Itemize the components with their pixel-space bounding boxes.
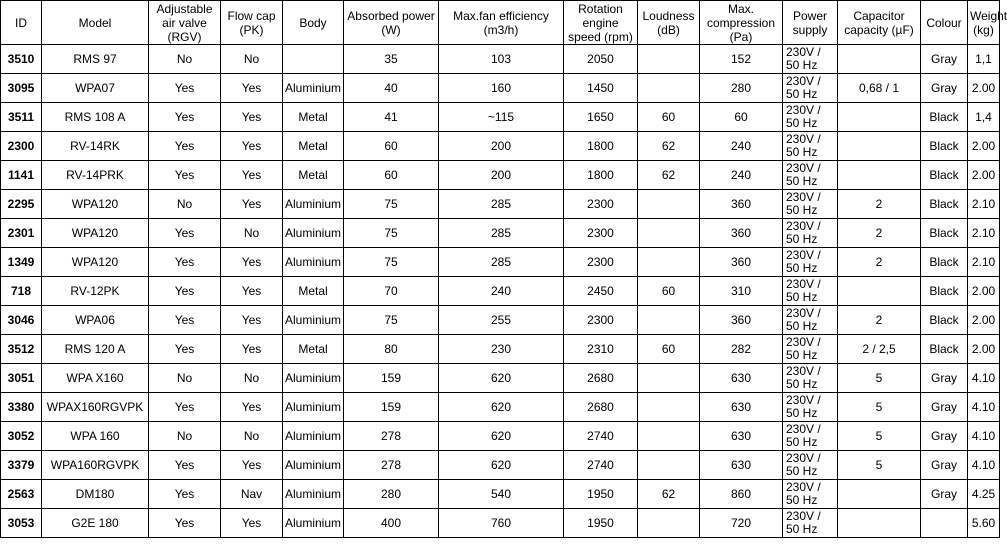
cell-flow-cap: Yes [221,393,283,422]
cell-body: Aluminium [283,248,344,277]
cell-loudness: 60 [638,335,700,364]
cell-weight: 1,1 [968,45,1000,74]
cell-id: 2301 [1,219,42,248]
cell-max-compression: 630 [700,451,783,480]
cell-loudness: 62 [638,161,700,190]
cell-rotation-engine-speed: 2680 [564,364,638,393]
cell-flow-cap: No [221,422,283,451]
table-row [1,103,1000,132]
cell-rotation-engine-speed: 2300 [564,190,638,219]
cell-capacitor-capacity: 0,68 / 1 [838,74,921,103]
cell-capacitor-capacity [838,132,921,161]
cell-flow-cap: Yes [221,190,283,219]
cell-weight: 4.10 [968,364,1000,393]
cell-weight: 2.00 [968,161,1000,190]
cell-weight: 2.00 [968,277,1000,306]
cell-flow-cap: Yes [221,451,283,480]
cell-capacitor-capacity: 5 [838,364,921,393]
cell-max-fan-efficiency: 285 [439,219,564,248]
table-row [1,190,1000,219]
cell-power-supply: 230V / 50 Hz [783,306,838,335]
cell-adjustable-air-valve: Yes [149,248,221,277]
cell-loudness [638,190,700,219]
cell-rotation-engine-speed: 2300 [564,306,638,335]
cell-flow-cap: Yes [221,161,283,190]
cell-max-compression: 360 [700,219,783,248]
cell-max-compression: 720 [700,509,783,538]
cell-capacitor-capacity [838,509,921,538]
cell-colour: Gray [921,393,968,422]
cell-id: 1141 [1,161,42,190]
cell-absorbed-power: 60 [344,132,439,161]
table-row [1,335,1000,364]
column-header-body: Body [283,1,344,45]
cell-rotation-engine-speed: 1950 [564,480,638,509]
cell-model: RV-14PRK [42,161,149,190]
cell-loudness [638,422,700,451]
cell-loudness [638,74,700,103]
cell-colour: Black [921,190,968,219]
cell-body: Metal [283,103,344,132]
cell-colour: Black [921,219,968,248]
cell-adjustable-air-valve: Yes [149,306,221,335]
cell-colour: Black [921,335,968,364]
cell-model: DM180 [42,480,149,509]
cell-adjustable-air-valve: Yes [149,335,221,364]
cell-flow-cap: Yes [221,277,283,306]
cell-id: 2295 [1,190,42,219]
cell-max-compression: 630 [700,364,783,393]
column-header-max-fan-efficiency: Max.fan efficiency (m3/h) [439,1,564,45]
cell-adjustable-air-valve: Yes [149,161,221,190]
cell-capacitor-capacity [838,45,921,74]
table-row [1,480,1000,509]
cell-power-supply: 230V / 50 Hz [783,161,838,190]
cell-id: 3512 [1,335,42,364]
cell-id: 3095 [1,74,42,103]
cell-body: Aluminium [283,190,344,219]
cell-power-supply: 230V / 50 Hz [783,103,838,132]
cell-max-fan-efficiency: 200 [439,161,564,190]
cell-adjustable-air-valve: Yes [149,277,221,306]
cell-flow-cap: No [221,364,283,393]
cell-capacitor-capacity [838,103,921,132]
cell-body: Aluminium [283,451,344,480]
cell-power-supply: 230V / 50 Hz [783,393,838,422]
cell-id: 718 [1,277,42,306]
cell-adjustable-air-valve: No [149,364,221,393]
cell-capacitor-capacity: 2 [838,306,921,335]
cell-absorbed-power: 278 [344,451,439,480]
cell-body: Metal [283,277,344,306]
cell-loudness [638,451,700,480]
cell-weight: 2.10 [968,248,1000,277]
cell-colour: Black [921,277,968,306]
cell-weight: 4.25 [968,480,1000,509]
cell-rotation-engine-speed: 2300 [564,219,638,248]
cell-capacitor-capacity: 5 [838,451,921,480]
cell-max-compression: 860 [700,480,783,509]
cell-body: Aluminium [283,422,344,451]
cell-power-supply: 230V / 50 Hz [783,480,838,509]
cell-id: 3511 [1,103,42,132]
cell-max-fan-efficiency: 620 [439,393,564,422]
cell-weight: 2.10 [968,190,1000,219]
cell-max-fan-efficiency: ~115 [439,103,564,132]
column-header-adjustable-air-valve: Adjustable air valve (RGV) [149,1,221,45]
table-row [1,219,1000,248]
cell-id: 1349 [1,248,42,277]
cell-absorbed-power: 159 [344,364,439,393]
cell-power-supply: 230V / 50 Hz [783,364,838,393]
cell-max-compression: 310 [700,277,783,306]
cell-model: WPA120 [42,190,149,219]
cell-body: Metal [283,132,344,161]
column-header-power-supply: Power supply [783,1,838,45]
cell-max-fan-efficiency: 285 [439,190,564,219]
cell-rotation-engine-speed: 2680 [564,393,638,422]
cell-id: 3053 [1,509,42,538]
cell-body: Aluminium [283,219,344,248]
cell-max-fan-efficiency: 200 [439,132,564,161]
cell-colour [921,509,968,538]
cell-body: Aluminium [283,74,344,103]
cell-colour: Gray [921,74,968,103]
cell-loudness: 62 [638,132,700,161]
cell-id: 3052 [1,422,42,451]
cell-body: Aluminium [283,480,344,509]
cell-adjustable-air-valve: Yes [149,509,221,538]
cell-flow-cap: Nav [221,480,283,509]
cell-power-supply: 230V / 50 Hz [783,219,838,248]
cell-rotation-engine-speed: 2740 [564,422,638,451]
table-row [1,248,1000,277]
cell-adjustable-air-valve: Yes [149,451,221,480]
cell-max-fan-efficiency: 160 [439,74,564,103]
cell-adjustable-air-valve: Yes [149,480,221,509]
cell-loudness: 60 [638,277,700,306]
cell-id: 2300 [1,132,42,161]
cell-max-compression: 360 [700,248,783,277]
cell-absorbed-power: 159 [344,393,439,422]
cell-absorbed-power: 75 [344,219,439,248]
cell-absorbed-power: 60 [344,161,439,190]
cell-power-supply: 230V / 50 Hz [783,190,838,219]
cell-model: WPA120 [42,219,149,248]
cell-body [283,45,344,74]
column-header-weight: Weight (kg) [968,1,1000,45]
cell-weight: 2.00 [968,132,1000,161]
cell-model: RMS 108 A [42,103,149,132]
cell-rotation-engine-speed: 2310 [564,335,638,364]
cell-model: RV-12PK [42,277,149,306]
cell-max-fan-efficiency: 760 [439,509,564,538]
cell-capacitor-capacity: 5 [838,393,921,422]
cell-loudness [638,509,700,538]
cell-flow-cap: Yes [221,335,283,364]
cell-power-supply: 230V / 50 Hz [783,277,838,306]
cell-adjustable-air-valve: Yes [149,103,221,132]
column-header-capacitor-capacity: Capacitor capacity (µF) [838,1,921,45]
cell-max-compression: 152 [700,45,783,74]
cell-id: 3380 [1,393,42,422]
cell-id: 2563 [1,480,42,509]
cell-max-fan-efficiency: 540 [439,480,564,509]
cell-model: WPA X160 [42,364,149,393]
table-body [1,45,1000,538]
cell-max-fan-efficiency: 620 [439,451,564,480]
cell-max-fan-efficiency: 230 [439,335,564,364]
cell-colour: Black [921,248,968,277]
cell-loudness [638,393,700,422]
table-row [1,451,1000,480]
cell-model: RMS 97 [42,45,149,74]
cell-loudness [638,364,700,393]
cell-max-fan-efficiency: 255 [439,306,564,335]
cell-colour: Black [921,132,968,161]
cell-max-fan-efficiency: 620 [439,422,564,451]
cell-max-fan-efficiency: 240 [439,277,564,306]
cell-model: WPA06 [42,306,149,335]
cell-adjustable-air-valve: Yes [149,132,221,161]
table-row [1,74,1000,103]
cell-weight: 2.00 [968,335,1000,364]
cell-absorbed-power: 75 [344,190,439,219]
cell-power-supply: 230V / 50 Hz [783,335,838,364]
cell-adjustable-air-valve: No [149,190,221,219]
cell-max-fan-efficiency: 285 [439,248,564,277]
cell-rotation-engine-speed: 1800 [564,132,638,161]
cell-max-compression: 280 [700,74,783,103]
cell-flow-cap: Yes [221,74,283,103]
cell-power-supply: 230V / 50 Hz [783,132,838,161]
table-row [1,422,1000,451]
cell-loudness [638,219,700,248]
cell-max-compression: 240 [700,161,783,190]
cell-loudness: 62 [638,480,700,509]
column-header-loudness: Loudness (dB) [638,1,700,45]
cell-model: WPA 160 [42,422,149,451]
cell-loudness [638,306,700,335]
cell-body: Aluminium [283,364,344,393]
cell-max-compression: 630 [700,422,783,451]
table-row [1,277,1000,306]
column-header-rotation-engine-speed: Rotation engine speed (rpm) [564,1,638,45]
cell-flow-cap: Yes [221,103,283,132]
cell-flow-cap: Yes [221,248,283,277]
cell-max-compression: 630 [700,393,783,422]
cell-rotation-engine-speed: 2050 [564,45,638,74]
cell-loudness [638,45,700,74]
cell-id: 3051 [1,364,42,393]
cell-absorbed-power: 75 [344,306,439,335]
cell-rotation-engine-speed: 1800 [564,161,638,190]
cell-capacitor-capacity: 2 / 2,5 [838,335,921,364]
cell-model: WPA120 [42,248,149,277]
cell-power-supply: 230V / 50 Hz [783,509,838,538]
cell-model: WPA160RGVPK [42,451,149,480]
cell-rotation-engine-speed: 1450 [564,74,638,103]
cell-absorbed-power: 35 [344,45,439,74]
column-header-max-compression: Max. compression (Pa) [700,1,783,45]
cell-max-compression: 282 [700,335,783,364]
cell-max-compression: 60 [700,103,783,132]
cell-absorbed-power: 278 [344,422,439,451]
cell-capacitor-capacity [838,277,921,306]
cell-max-fan-efficiency: 103 [439,45,564,74]
cell-adjustable-air-valve: Yes [149,393,221,422]
cell-colour: Gray [921,480,968,509]
cell-flow-cap: No [221,219,283,248]
cell-body: Aluminium [283,306,344,335]
cell-absorbed-power: 400 [344,509,439,538]
cell-model: RV-14RK [42,132,149,161]
cell-colour: Gray [921,45,968,74]
cell-power-supply: 230V / 50 Hz [783,451,838,480]
cell-adjustable-air-valve: Yes [149,74,221,103]
cell-weight: 2.10 [968,219,1000,248]
cell-model: WPA07 [42,74,149,103]
cell-power-supply: 230V / 50 Hz [783,248,838,277]
cell-rotation-engine-speed: 2450 [564,277,638,306]
cell-power-supply: 230V / 50 Hz [783,74,838,103]
cell-flow-cap: Yes [221,509,283,538]
cell-absorbed-power: 280 [344,480,439,509]
cell-adjustable-air-valve: No [149,422,221,451]
cell-capacitor-capacity [838,480,921,509]
cell-absorbed-power: 70 [344,277,439,306]
cell-weight: 5.60 [968,509,1000,538]
cell-absorbed-power: 40 [344,74,439,103]
cell-flow-cap: Yes [221,306,283,335]
cell-loudness [638,248,700,277]
cell-model: RMS 120 A [42,335,149,364]
cell-absorbed-power: 75 [344,248,439,277]
cell-absorbed-power: 41 [344,103,439,132]
cell-weight: 1,4 [968,103,1000,132]
cell-colour: Black [921,306,968,335]
cell-power-supply: 230V / 50 Hz [783,45,838,74]
cell-max-compression: 360 [700,190,783,219]
cell-colour: Black [921,161,968,190]
table-row [1,364,1000,393]
cell-body: Aluminium [283,393,344,422]
cell-rotation-engine-speed: 2740 [564,451,638,480]
cell-colour: Black [921,103,968,132]
cell-weight: 2.00 [968,306,1000,335]
cell-loudness: 60 [638,103,700,132]
cell-rotation-engine-speed: 1650 [564,103,638,132]
cell-id: 3379 [1,451,42,480]
table-row [1,45,1000,74]
cell-body: Aluminium [283,509,344,538]
cell-adjustable-air-valve: No [149,45,221,74]
column-header-colour: Colour [921,1,968,45]
cell-colour: Gray [921,451,968,480]
cell-colour: Gray [921,364,968,393]
column-header-model: Model [42,1,149,45]
cell-capacitor-capacity: 5 [838,422,921,451]
cell-flow-cap: No [221,45,283,74]
cell-weight: 4.10 [968,393,1000,422]
cell-weight: 4.10 [968,451,1000,480]
cell-body: Metal [283,335,344,364]
table-row [1,509,1000,538]
column-header-flow-cap: Flow cap (PK) [221,1,283,45]
cell-max-compression: 360 [700,306,783,335]
cell-model: WPAX160RGVPK [42,393,149,422]
cell-rotation-engine-speed: 2300 [564,248,638,277]
cell-body: Metal [283,161,344,190]
cell-weight: 4.10 [968,422,1000,451]
cell-capacitor-capacity: 2 [838,219,921,248]
table-header [1,1,1007,45]
cell-absorbed-power: 80 [344,335,439,364]
table-row [1,132,1000,161]
table-row [1,161,1000,190]
header-row [1,1,1000,45]
cell-rotation-engine-speed: 1950 [564,509,638,538]
cell-max-compression: 240 [700,132,783,161]
cell-model: G2E 180 [42,509,149,538]
cell-capacitor-capacity: 2 [838,190,921,219]
column-header-id: ID [1,1,42,45]
column-header-absorbed-power: Absorbed power (W) [344,1,439,45]
cell-id: 3510 [1,45,42,74]
cell-id: 3046 [1,306,42,335]
cell-weight: 2.00 [968,74,1000,103]
cell-capacitor-capacity: 2 [838,248,921,277]
cell-power-supply: 230V / 50 Hz [783,422,838,451]
cell-max-fan-efficiency: 620 [439,364,564,393]
cell-flow-cap: Yes [221,132,283,161]
cell-capacitor-capacity [838,161,921,190]
table-row [1,393,1000,422]
cell-colour: Gray [921,422,968,451]
table-row [1,306,1000,335]
cell-adjustable-air-valve: Yes [149,219,221,248]
